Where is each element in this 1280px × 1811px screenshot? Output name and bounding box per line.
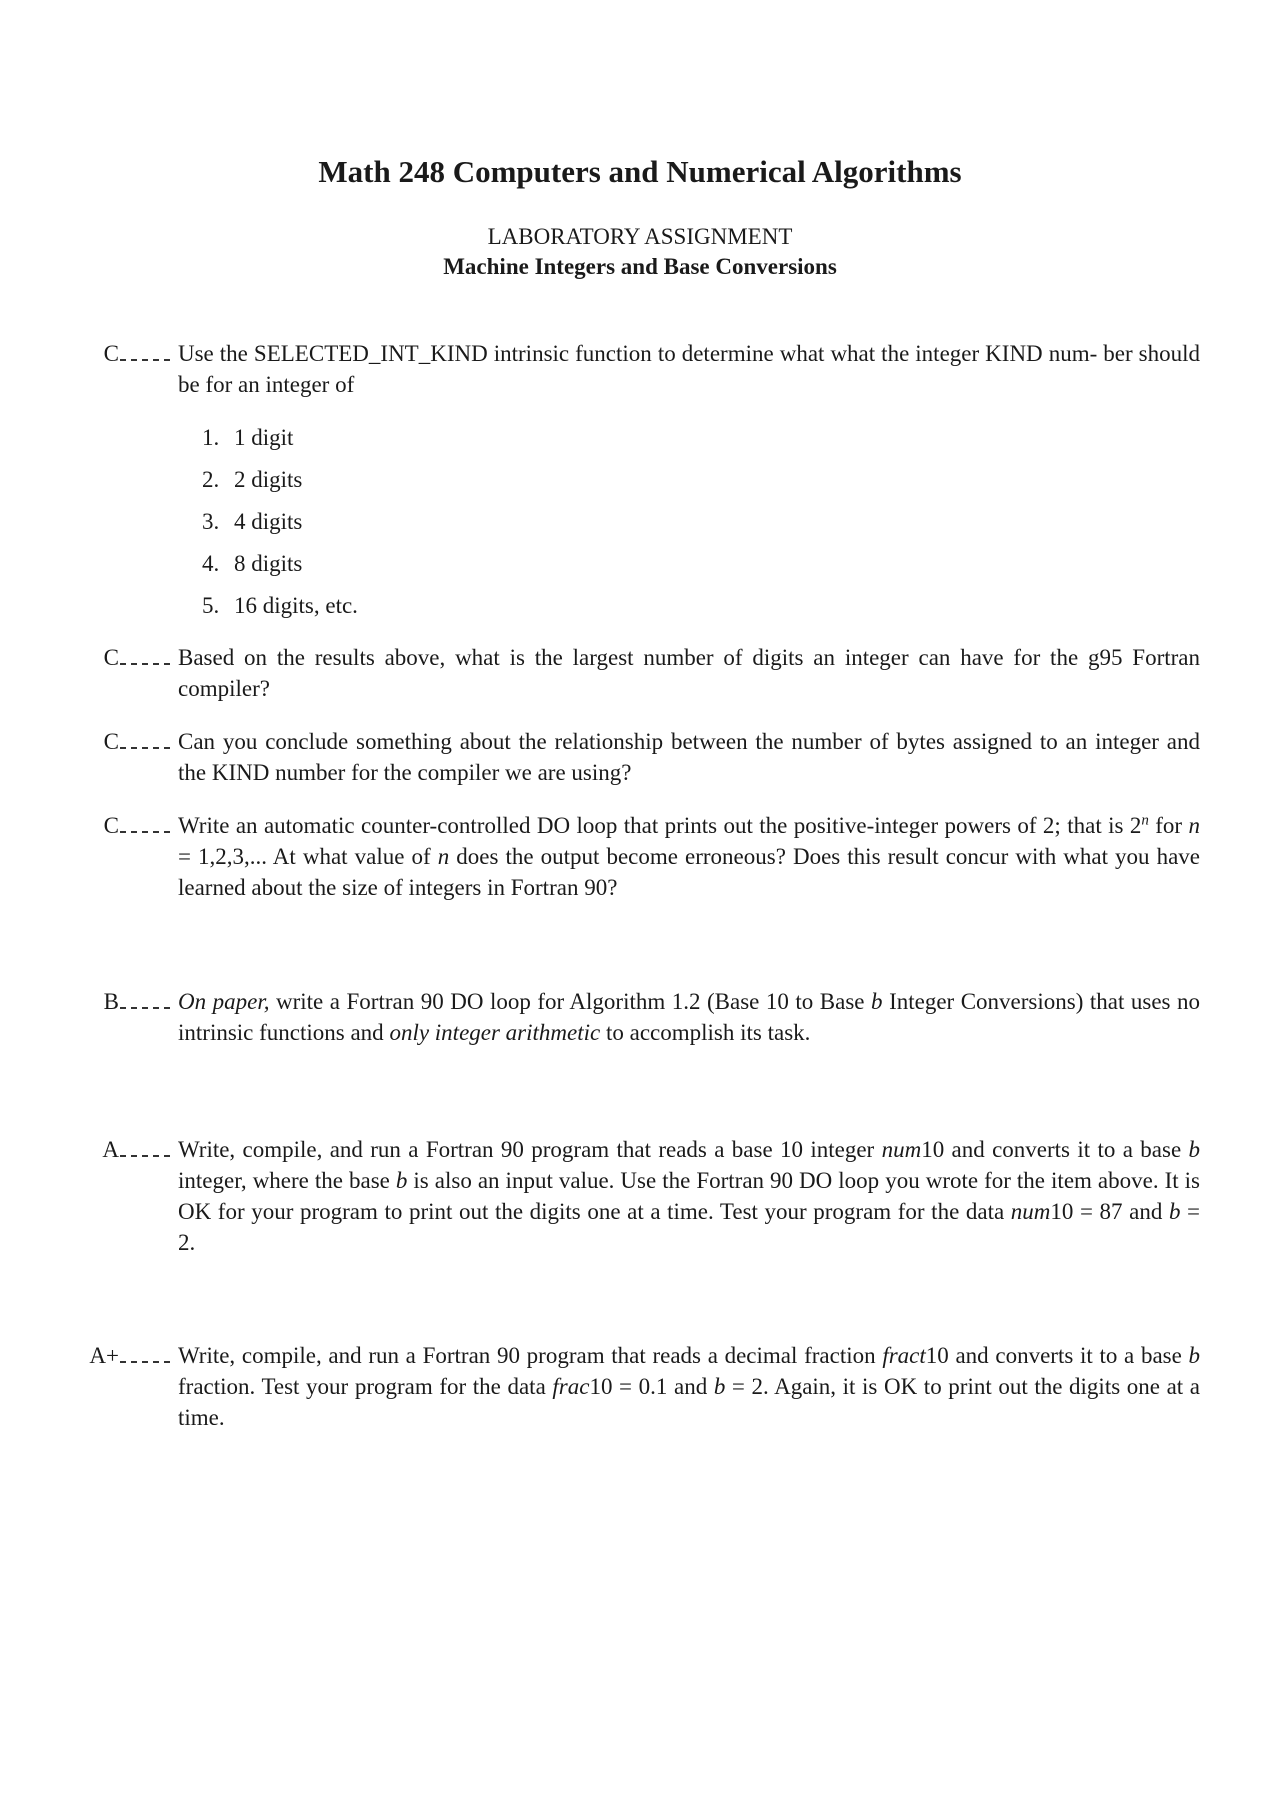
grade-blank[interactable]	[120, 662, 170, 665]
grade-label: B	[104, 986, 170, 1017]
item-text: Can you conclude something about the relationship between the number of bytes assigned to an integer and the KIND number for the compiler we are using?	[178, 729, 1200, 785]
list-item: 1. 1 digit	[202, 425, 294, 450]
item-text: Write, compile, and run a Fortran 90 program that reads a decimal fraction fract10 and converts it to a base b fraction. Test your program for the data frac10 = 0.1 and b = 2. Again, it is OK to print out the digits one at a time.	[178, 1343, 1201, 1430]
item-text: Write an automatic counter-controlled DO loop that prints out the positive-integer powers of 2; that is 2$^n$ for n = 1,2,3,... At what value of n does the output become erroneous? Does this result concur with what you have learned about the size of integers in Fortran 90?	[178, 812, 1201, 900]
grade-blank[interactable]	[120, 746, 170, 749]
list-item: 2. 2 digits	[202, 467, 303, 492]
grade-blank[interactable]	[120, 1154, 170, 1157]
grade-label: C	[104, 726, 170, 757]
item-text: Use the SELECTED_INT_KIND intrinsic function to determine what what the integer KIND num- ber should be for an integer of	[178, 341, 1200, 397]
list-item: 5. 16 digits, etc.	[202, 593, 358, 618]
grade-blank[interactable]	[120, 358, 170, 361]
grade-blank[interactable]	[120, 1360, 170, 1363]
document-topic: Machine Integers and Base Conversions	[443, 254, 837, 279]
item-text: On paper, write a Fortran 90 DO loop for Algorithm 1.2 (Base 10 to Base b Integer Conversions) that uses no intrinsic functions and only integer arithmetic to accomplish its task.	[178, 989, 1200, 1045]
grade-blank[interactable]	[120, 1006, 170, 1009]
grade-label: C	[104, 810, 170, 841]
grade-label: C	[104, 338, 170, 369]
item-text: Based on the results above, what is the largest number of digits an integer can have for the g95 Fortran compiler?	[178, 645, 1200, 701]
list-item: 3. 4 digits	[202, 509, 303, 534]
item-text: Write, compile, and run a Fortran 90 program that reads a base 10 integer num10 and converts it to a base b integer, where the base b is also an input value. Use the Fortran 90 DO loop you wrote for the item above. It is OK for your program to print out the digits one at a time. Test your program for the data num10 = 87 and b = 2.	[178, 1137, 1201, 1255]
grade-label: C	[104, 642, 170, 673]
document-subtitle: LABORATORY ASSIGNMENT	[487, 224, 793, 249]
document-title: Math 248 Computers and Numerical Algorithms	[318, 154, 962, 189]
list-item: 4. 8 digits	[202, 551, 303, 576]
grade-blank[interactable]	[120, 830, 170, 833]
digit-list	[202, 417, 1002, 627]
grade-label: A	[102, 1134, 170, 1165]
grade-label: A+	[89, 1340, 170, 1371]
